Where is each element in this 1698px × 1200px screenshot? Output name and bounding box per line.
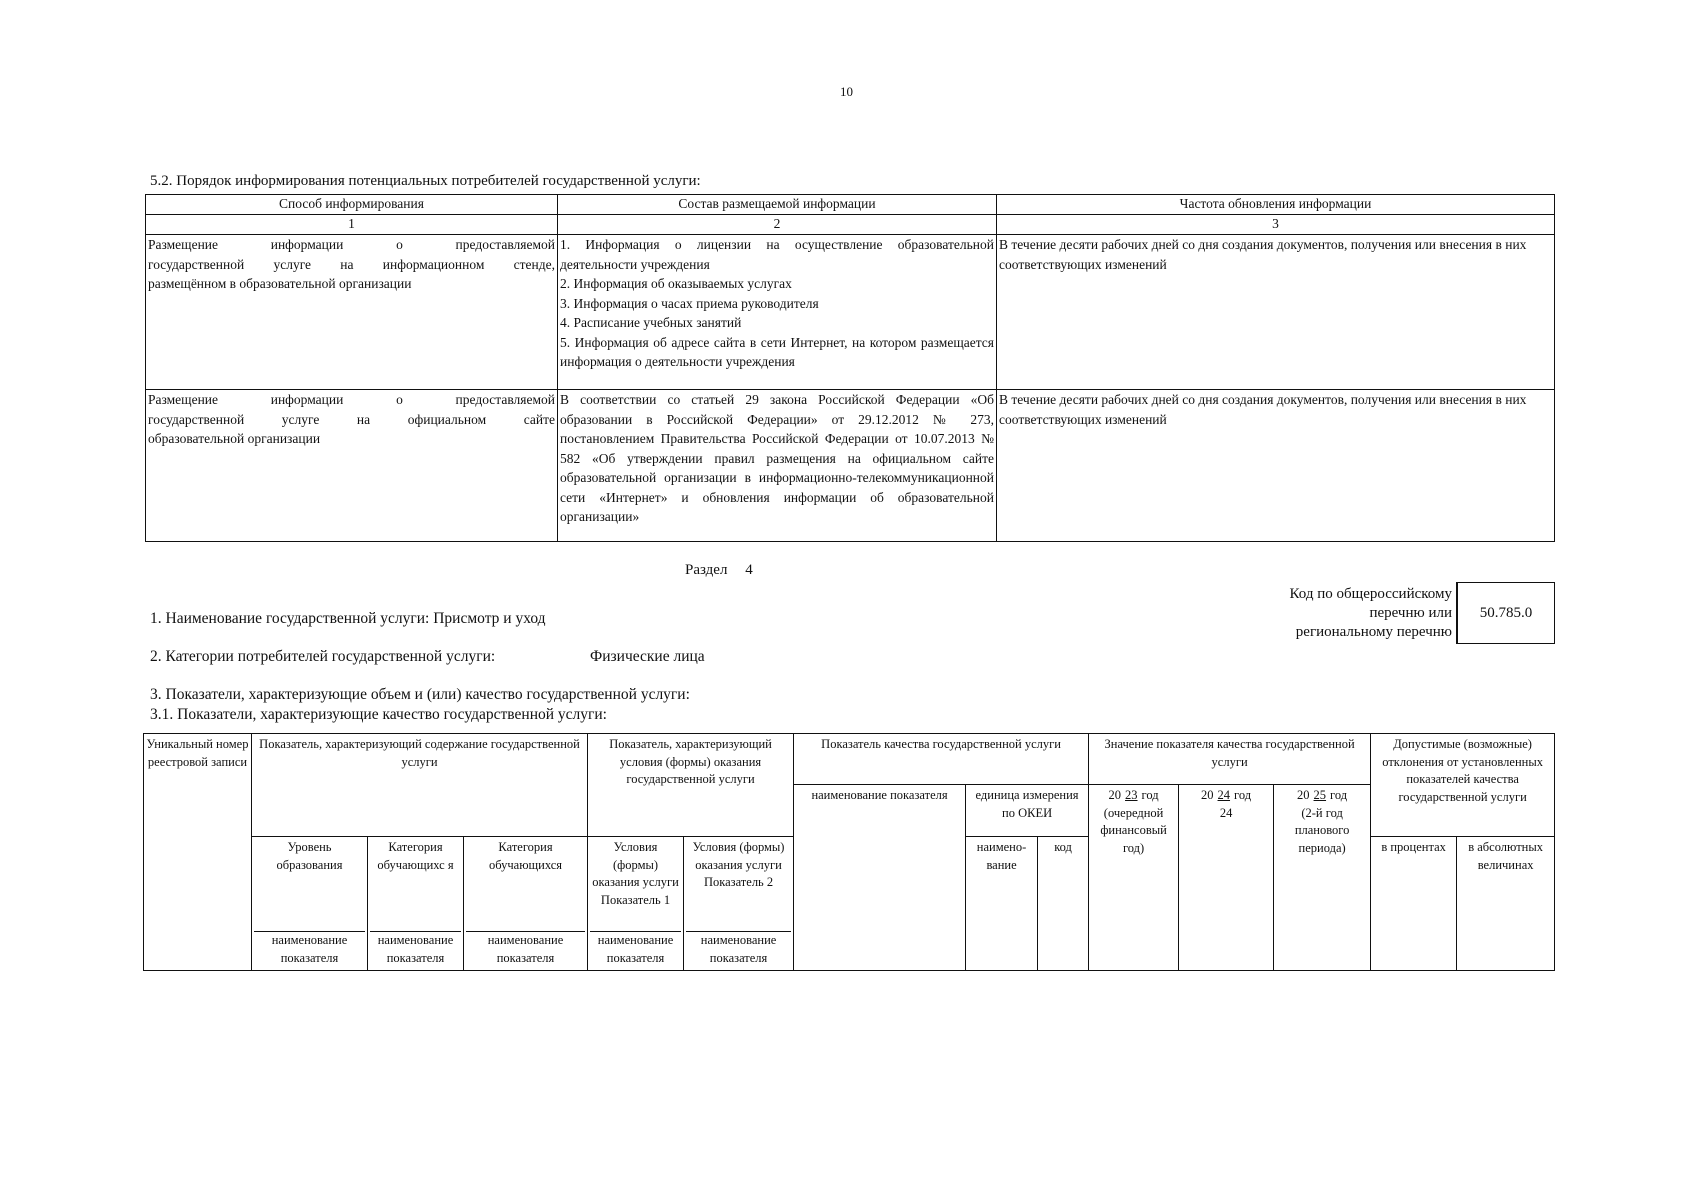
indicator-value-header: Значение показателя качества государственной услуги — [1089, 734, 1371, 785]
table-row-content: В соответствии со статьей 29 закона Российской Федерации «Об образовании в Российской Федерации» от 29.12.2012 № 273, постановлением Правительства Российской Федерации от 10.07.2013 № 582 «Об утверждении правил размещения на официальном сайте образовательной организации в информационно-телекоммуникационной сети «Интернет» и обновления информации об образовательной организации» — [558, 390, 997, 542]
column-number: 3 — [997, 215, 1555, 235]
method-line: Размещение информации о предоставляемой — [148, 392, 555, 407]
code-label-line: Код по общероссийскому — [1289, 586, 1452, 602]
quality-indicator-header: Показатель качества государственной услуги — [794, 734, 1089, 785]
content-item: 1. Информация о лицензии на осуществление образовательной деятельности учреждения — [560, 237, 994, 272]
table-row-method — [146, 235, 558, 390]
method-line: государственной услуге на информационном стенде, — [148, 256, 555, 272]
consumer-category-value: Физические лица — [590, 648, 705, 665]
consumer-category-label: 2. Категории потребителей государственной услуги: — [150, 648, 496, 665]
content-item: 2. Информация об оказываемых услугах — [560, 276, 792, 291]
sub-header-content-3: Категория обучающихся наименование показателя — [464, 837, 588, 971]
sub-header-condition-1: Условия (формы) оказания услуги Показатель 1 наименование показателя — [588, 837, 684, 971]
section-razdel — [685, 562, 753, 579]
deviation-percent-header: в процентах — [1371, 837, 1457, 971]
header-method: Способ информирования — [146, 195, 558, 215]
header-frequency: Частота обновления информации — [997, 195, 1555, 215]
content-item: 4. Расписание учебных занятий — [560, 315, 742, 330]
content-indicator-header: Показатель, характеризующий содержание государственной услуги — [252, 734, 588, 837]
informing-table — [145, 194, 1555, 542]
quality-indicators-heading: 3.1. Показатели, характеризующие качество государственной услуги: — [150, 706, 607, 723]
table-row-content — [558, 235, 997, 390]
year-2-header: 20 24 год 24 — [1179, 785, 1274, 971]
method-line: государственной услуге на официальном сайте — [148, 411, 555, 427]
method-line: Размещение информации о предоставляемой — [148, 237, 555, 252]
razdel-number: 4 — [745, 562, 753, 578]
year-1-header: 20 23 год (очередной финансовый год) — [1089, 785, 1179, 971]
indicators-heading: 3. Показатели, характеризующие объем и (или) качество государственной услуги: — [150, 686, 690, 703]
table-row-method — [146, 390, 558, 542]
unit-header: единица измерения по ОКЕИ — [966, 785, 1089, 837]
method-line: размещённом в образовательной организации — [148, 276, 412, 291]
method-line: образовательной организации — [148, 431, 321, 446]
sub-header-content-1: Уровень образования наименование показателя — [252, 837, 368, 971]
content-item: 5. Информация об адресе сайта в сети Интернет, на котором размещается информация о деятельности учреждения — [560, 334, 994, 369]
quality-indicator-name-header: наименование показателя — [794, 785, 966, 971]
quality-table — [143, 733, 1555, 971]
column-number: 2 — [558, 215, 997, 235]
content-item: 3. Информация о часах приема руководителя — [560, 295, 819, 311]
sub-header-content-2: Категория обучающихс я наименование показателя — [368, 837, 464, 971]
table-row-frequency: В течение десяти рабочих дней со дня создания документов, получения или внесения в них соответствующих изменений — [997, 390, 1555, 542]
unit-name-header: наимено-вание — [966, 837, 1038, 971]
code-value: 50.785.0 — [1457, 582, 1555, 644]
column-number: 1 — [146, 215, 558, 235]
code-label-line: перечню или — [1369, 605, 1452, 621]
page-number: 10 — [840, 84, 853, 99]
code-label — [1240, 585, 1452, 642]
deviation-absolute-header: в абсолютных величинах — [1457, 837, 1555, 971]
deviation-header: Допустимые (возможные) отклонения от установленных показателей качества государственной услуги — [1371, 734, 1555, 837]
year-3-header: 20 25 год (2-й год планового периода) — [1274, 785, 1371, 971]
unit-code-header: код — [1038, 837, 1089, 971]
table-row-frequency: В течение десяти рабочих дней со дня создания документов, получения или внесения в них соответствующих изменений — [997, 235, 1555, 390]
service-name: 1. Наименование государственной услуги: Присмотр и уход — [150, 610, 546, 627]
conditions-indicator-header: Показатель, характеризующий условия (формы) оказания государственной услуги — [588, 734, 794, 837]
sub-header-condition-2: Условия (формы) оказания услуги Показатель 2 наименование показателя — [684, 837, 794, 971]
section-5-2-heading: 5.2. Порядок информирования потенциальных потребителей государственной услуги: — [150, 173, 701, 189]
code-label-line: региональному перечню — [1295, 624, 1452, 640]
unique-number-header: Уникальный номер реестровой записи — [144, 734, 252, 971]
header-content: Состав размещаемой информации — [558, 195, 997, 215]
razdel-label: Раздел — [685, 562, 728, 578]
